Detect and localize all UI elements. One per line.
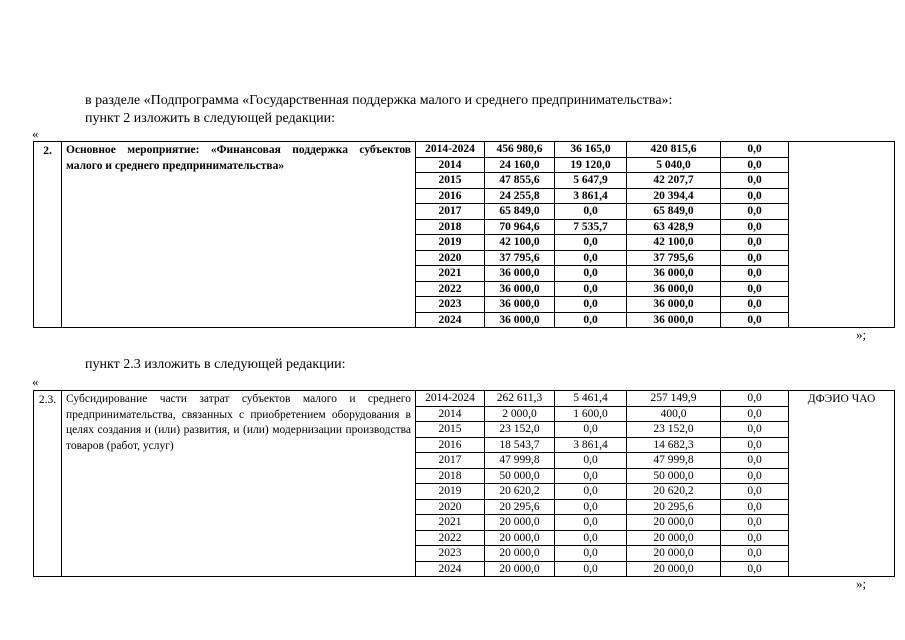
other-sources-cell: 0,0 [721,266,789,282]
regional-budget-cell: 36 000,0 [627,297,721,313]
other-sources-cell: 0,0 [721,453,789,469]
total-cell: 50 000,0 [485,468,555,484]
regional-budget-cell: 63 428,9 [627,219,721,235]
other-sources-cell: 0,0 [721,235,789,251]
regional-budget-cell: 20 000,0 [627,546,721,562]
item-number: 2. [34,142,62,328]
item-name: Субсидирование части затрат субъектов малого и среднего предпринимательства, связанных с приобретением оборудования в целях создания и (или) развития, и (или) модернизации производства товаров (работ, услуг) [62,391,416,577]
table-item-2-3 [33,390,895,577]
total-cell: 36 000,0 [485,312,555,328]
total-cell: 20 000,0 [485,530,555,546]
total-cell: 456 980,6 [485,142,555,158]
total-cell: 2 000,0 [485,406,555,422]
intro-section-line: в разделе «Подпрограмма «Государственная поддержка малого и среднего предпринимательства»: [85,93,673,108]
period-cell: 2018 [416,219,485,235]
other-sources-cell: 0,0 [721,422,789,438]
other-sources-cell: 0,0 [721,188,789,204]
closing-quote-1: »; [856,327,867,342]
period-cell: 2015 [416,422,485,438]
regional-budget-cell: 50 000,0 [627,468,721,484]
period-cell: 2022 [416,281,485,297]
federal-budget-cell: 0,0 [555,422,627,438]
federal-budget-cell: 0,0 [555,250,627,266]
opening-quote-1: « [32,126,39,141]
other-sources-cell: 0,0 [721,468,789,484]
table-row [34,391,895,407]
item-number: 2.3. [34,391,62,577]
regional-budget-cell: 20 000,0 [627,561,721,577]
federal-budget-cell: 0,0 [555,312,627,328]
federal-budget-cell: 0,0 [555,499,627,515]
total-cell: 24 160,0 [485,157,555,173]
other-sources-cell: 0,0 [721,391,789,407]
other-sources-cell: 0,0 [721,219,789,235]
federal-budget-cell: 0,0 [555,530,627,546]
total-cell: 36 000,0 [485,266,555,282]
total-cell: 24 255,8 [485,188,555,204]
other-sources-cell: 0,0 [721,530,789,546]
period-cell: 2020 [416,250,485,266]
regional-budget-cell: 20 295,6 [627,499,721,515]
period-cell: 2014 [416,406,485,422]
total-cell: 47 855,6 [485,173,555,189]
period-cell: 2018 [416,468,485,484]
period-cell: 2016 [416,188,485,204]
regional-budget-cell: 36 000,0 [627,266,721,282]
federal-budget-cell: 0,0 [555,468,627,484]
federal-budget-cell: 0,0 [555,235,627,251]
regional-budget-cell: 5 040,0 [627,157,721,173]
other-sources-cell: 0,0 [721,437,789,453]
period-cell: 2024 [416,561,485,577]
table-item-2 [33,141,895,328]
period-cell: 2016 [416,437,485,453]
federal-budget-cell: 19 120,0 [555,157,627,173]
total-cell: 262 611,3 [485,391,555,407]
other-sources-cell: 0,0 [721,312,789,328]
regional-budget-cell: 23 152,0 [627,422,721,438]
other-sources-cell: 0,0 [721,546,789,562]
federal-budget-cell: 1 600,0 [555,406,627,422]
opening-quote-2: « [32,374,39,389]
period-cell: 2017 [416,204,485,220]
federal-budget-cell: 0,0 [555,266,627,282]
total-cell: 42 100,0 [485,235,555,251]
item-name: Основное мероприятие: «Финансовая поддержка субъектов малого и среднего предпринимательства» [62,142,416,328]
other-sources-cell: 0,0 [721,142,789,158]
regional-budget-cell: 257 149,9 [627,391,721,407]
federal-budget-cell: 36 165,0 [555,142,627,158]
period-cell: 2021 [416,266,485,282]
period-cell: 2022 [416,530,485,546]
period-cell: 2019 [416,484,485,500]
federal-budget-cell: 0,0 [555,515,627,531]
closing-quote-2: »; [856,576,867,591]
intro-item-2-3-line: пункт 2.3 изложить в следующей редакции: [85,357,346,372]
period-cell: 2024 [416,312,485,328]
total-cell: 20 620,2 [485,484,555,500]
period-cell: 2019 [416,235,485,251]
regional-budget-cell: 20 000,0 [627,530,721,546]
regional-budget-cell: 36 000,0 [627,312,721,328]
total-cell: 70 964,6 [485,219,555,235]
total-cell: 20 000,0 [485,561,555,577]
period-cell: 2014 [416,157,485,173]
regional-budget-cell: 400,0 [627,406,721,422]
regional-budget-cell: 37 795,6 [627,250,721,266]
regional-budget-cell: 36 000,0 [627,281,721,297]
regional-budget-cell: 20 000,0 [627,515,721,531]
other-sources-cell: 0,0 [721,250,789,266]
other-sources-cell: 0,0 [721,281,789,297]
regional-budget-cell: 65 849,0 [627,204,721,220]
period-cell: 2014-2024 [416,142,485,158]
federal-budget-cell: 5 461,4 [555,391,627,407]
total-cell: 37 795,6 [485,250,555,266]
federal-budget-cell: 7 535,7 [555,219,627,235]
federal-budget-cell: 0,0 [555,204,627,220]
period-cell: 2023 [416,297,485,313]
total-cell: 23 152,0 [485,422,555,438]
regional-budget-cell: 42 100,0 [627,235,721,251]
other-sources-cell: 0,0 [721,561,789,577]
period-cell: 2015 [416,173,485,189]
regional-budget-cell: 14 682,3 [627,437,721,453]
total-cell: 20 000,0 [485,515,555,531]
other-sources-cell: 0,0 [721,515,789,531]
executor-cell [789,142,895,328]
regional-budget-cell: 42 207,7 [627,173,721,189]
period-cell: 2023 [416,546,485,562]
regional-budget-cell: 420 815,6 [627,142,721,158]
federal-budget-cell: 0,0 [555,297,627,313]
federal-budget-cell: 0,0 [555,453,627,469]
federal-budget-cell: 5 647,9 [555,173,627,189]
federal-budget-cell: 0,0 [555,561,627,577]
total-cell: 65 849,0 [485,204,555,220]
regional-budget-cell: 20 394,4 [627,188,721,204]
federal-budget-cell: 3 861,4 [555,188,627,204]
total-cell: 36 000,0 [485,281,555,297]
federal-budget-cell: 0,0 [555,546,627,562]
period-cell: 2021 [416,515,485,531]
total-cell: 36 000,0 [485,297,555,313]
federal-budget-cell: 0,0 [555,484,627,500]
other-sources-cell: 0,0 [721,406,789,422]
other-sources-cell: 0,0 [721,499,789,515]
total-cell: 20 000,0 [485,546,555,562]
regional-budget-cell: 20 620,2 [627,484,721,500]
total-cell: 47 999,8 [485,453,555,469]
other-sources-cell: 0,0 [721,157,789,173]
period-cell: 2020 [416,499,485,515]
other-sources-cell: 0,0 [721,173,789,189]
federal-budget-cell: 0,0 [555,281,627,297]
executor-cell: ДФЭИО ЧАО [789,391,895,577]
other-sources-cell: 0,0 [721,297,789,313]
regional-budget-cell: 47 999,8 [627,453,721,469]
other-sources-cell: 0,0 [721,204,789,220]
table-row [34,142,895,158]
federal-budget-cell: 3 861,4 [555,437,627,453]
total-cell: 20 295,6 [485,499,555,515]
period-cell: 2014-2024 [416,391,485,407]
other-sources-cell: 0,0 [721,484,789,500]
period-cell: 2017 [416,453,485,469]
intro-item-2-line: пункт 2 изложить в следующей редакции: [85,111,335,126]
total-cell: 18 543,7 [485,437,555,453]
